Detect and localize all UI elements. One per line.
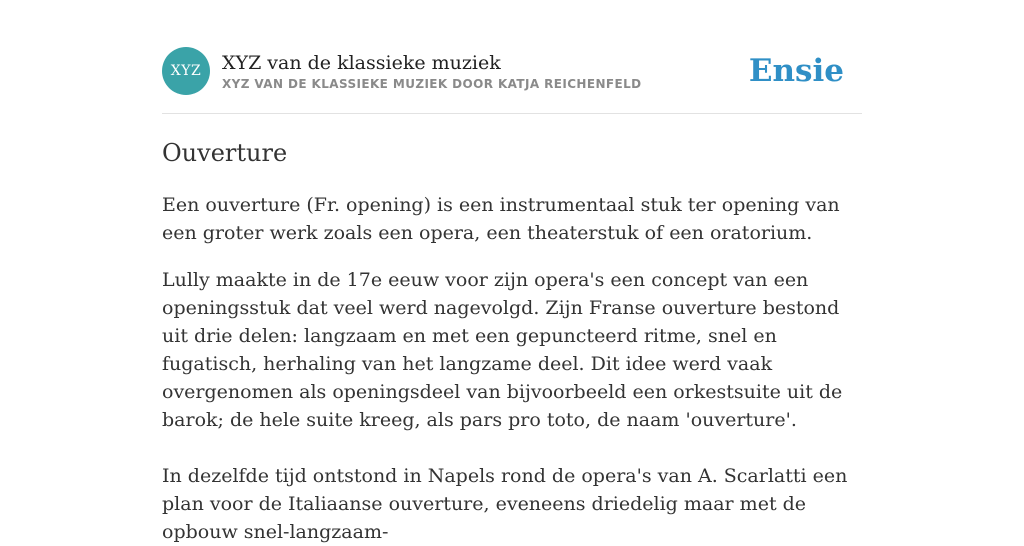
article-title: Ouverture	[162, 139, 288, 167]
book-info	[222, 51, 642, 92]
page	[162, 0, 862, 546]
article-paragraph: In dezelfde tijd ontstond in Napels rond de opera's van A. Scarlatti een plan voor de Italiaanse ouverture, eveneens driedelig maar met de opbouw snel-langzaam-	[162, 465, 848, 543]
book-subtitle: XYZ VAN DE KLASSIEKE MUZIEK DOOR KATJA REICHENFELD	[222, 76, 642, 91]
book-avatar[interactable]: XYZ	[162, 47, 210, 95]
book-header	[162, 47, 862, 114]
article-paragraph: Lully maakte in de 17e eeuw voor zijn opera's een concept van een openingsstuk dat veel werd nagevolgd. Zijn Franse ouverture bestond uit drie delen: langzaam en met een gepuncteerd ritme, snel en fugatisch, herhaling van het langzame deel. Dit idee werd vaak overgenomen als openingsdeel van bijvoorbeeld een orkestsuite uit de barok; de hele suite kreeg, als pars pro toto, de naam 'ouverture'.	[162, 269, 843, 431]
article-paragraph: Een ouverture (Fr. opening) is een instrumentaal stuk ter opening van een groter werk zoals een opera, een theaterstuk of een oratorium.	[162, 194, 840, 244]
ensie-logo[interactable]: Ensie	[748, 53, 844, 89]
book-title[interactable]: XYZ van de klassieke muziek	[222, 51, 501, 74]
